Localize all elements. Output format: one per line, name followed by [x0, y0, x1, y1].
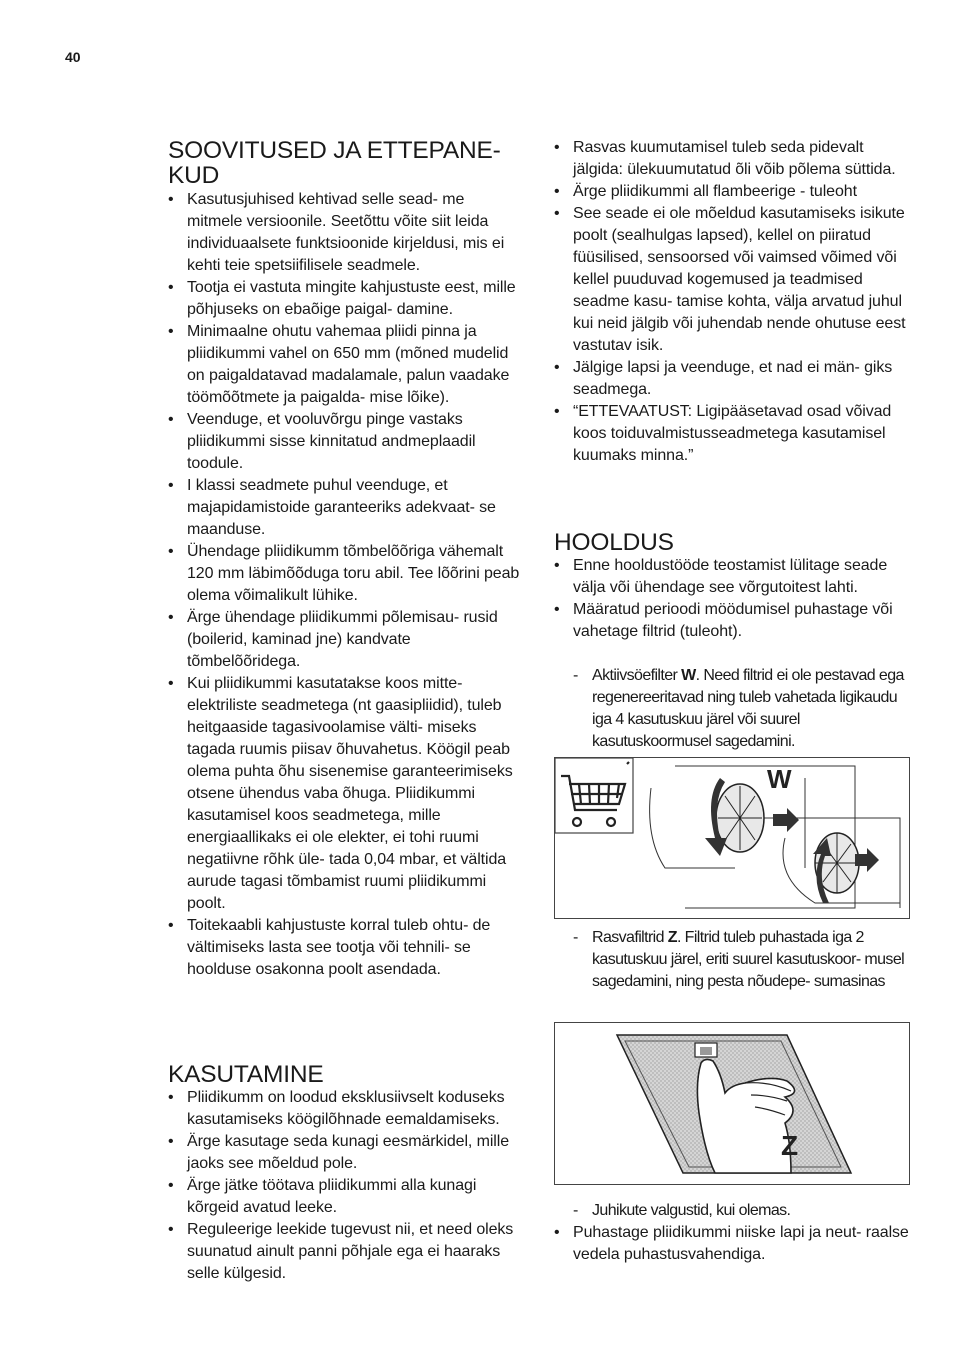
list-item: • Puhastage pliidikummi niiske lapi ja neut- raalse vedela puhastusvahendiga.: [554, 1222, 914, 1266]
list-item: • “ETTEVAATUST: Ligipääsetavad osad võivad koos toiduvalmistusseadmetega kasutamisel kuumaks minna.”: [554, 401, 914, 467]
list-item: • Jälgige lapsi ja veenduge, et nad ei män- giks seadmega.: [554, 357, 914, 401]
page-number: 40: [65, 49, 81, 65]
list-item: • Tootja ei vastuta mingite kahjustuste eest, mille põhjuseks on ebaõige paigal- damine.: [168, 277, 523, 321]
list-item: • Ärge jätke töötava pliidikummi alla kunagi kõrgeid avatud leeke.: [168, 1175, 523, 1219]
list-item: • Enne hooldustööde teostamist lülitage seade välja või ühendage see võrgutoitest lahti.: [554, 555, 914, 599]
list-item: • Toitekaabli kahjustuste korral tuleb ohtu- de vältimiseks lasta see tootja või tehnili- se hoolduse osakonna poolt asendada.: [168, 915, 523, 981]
list-item: • See seade ei ole mõeldud kasutamiseks isikute poolt (sealhulgas lapsed), kellel on piiratud füüsilised, sensoorsed või vaimsed võimed või kellel puuduvad kogemused ja teadmised seadme kasu- tamise kohta, välja arvatud juhul kui neid jälgib või juhendab nende ohutuse eest vastutav isik.: [554, 203, 914, 357]
list-item: • Ärge pliidikummi all flambeerige - tuleoht: [554, 181, 914, 203]
sub-item-text: . Filtrid tuleb puhastada iga 2 kasutuskuu järel, eriti suurel kasutuskoor- musel sagedamini, ning pesta nõudepe- sumasinas: [592, 929, 905, 990]
list-item: • Reguleerige leekide tugevust nii, et need oleks suunatud ainult panni põhjale ega ei haaraks selle külgesid.: [168, 1219, 523, 1285]
list-item: • Kui pliidikummi kasutatakse koos mitte- elektriliste seadmetega (nt gaasipliidid), tuleb heitgaaside tagasivoolamise välti- miseks tagada ruumis piisav õhuvahetus. Köögil peab olema puhta õhu sisenemise garanteerimiseks otsene ühendus vaba õhuga. Pliidikummi kasutamisel koos seadmetega, mille energiaallikaks ei ole elekter, ei tohi ruumi negatiivne rõhk üle- tada 0,04 mbar, et vältida aurude tagasi tõmbamist ruumi pliidikummi poolt.: [168, 673, 523, 915]
maintenance-list: [554, 555, 914, 643]
maintenance-list-end: [554, 1222, 914, 1266]
list-item: • Veenduge, et vooluvõrgu pinge vastaks pliidikummi sisse kinnitatud andmeplaadil toodule.: [168, 409, 523, 475]
recommendations-list: [168, 189, 523, 981]
list-item: • Määratud perioodi möödumisel puhastage või vahetage filtrid (tuleoht).: [554, 599, 914, 643]
list-item: • Kasutusjuhised kehtivad selle sead- me mitmele versioonile. Seetõttu võite siit leida individuaalsete funktsioonide kirjeldusi, mis ei kehti teie spetsiifilisele seadmele.: [168, 189, 523, 277]
charcoal-filter-illustration: [555, 758, 909, 918]
maintenance-title: HOOLDUS: [554, 529, 674, 556]
sub-item-text: Aktiivsöefilter: [592, 667, 682, 684]
usage-continued-list: [554, 137, 914, 467]
sub-item-charcoal-filter: [554, 665, 906, 753]
maintenance-sublist-1: [554, 665, 906, 753]
maintenance-sublist-3: [554, 1200, 906, 1222]
usage-list: [168, 1087, 523, 1285]
list-item: • I klassi seadmete puhul veenduge, et majapidamistoide garanteeriks adekvaat- se maanduse.: [168, 475, 523, 541]
grease-filter-illustration: [555, 1023, 909, 1184]
charcoal-filter-figure: [554, 757, 910, 919]
list-item: • Minimaalne ohutu vahemaa pliidi pinna ja pliidikummi vahel on 650 mm (mõned mudelid on paigaldatavad madalamale, palun vaadake töömõõtmete ja paigalda- mise lõike).: [168, 321, 523, 409]
grease-filter-figure: [554, 1022, 910, 1185]
sub-item-bold: Z: [667, 929, 677, 946]
figure-label-w: W: [767, 764, 792, 794]
usage-title: KASUTAMINE: [168, 1061, 324, 1088]
list-item: • Pliidikumm on loodud eksklusiivselt koduseks kasutamiseks köögilõhnade eemaldamiseks.: [168, 1087, 523, 1131]
sub-item-bold: W: [681, 667, 696, 684]
recommendations-title-line2: KUD: [168, 162, 220, 189]
figure-label-z: Z: [781, 1130, 799, 1161]
list-item: • Rasvas kuumutamisel tuleb seda pidevalt jälgida: ülekuumutatud õli võib põlema süttida.: [554, 137, 914, 181]
sub-item-lights: - Juhikute valgustid, kui olemas.: [554, 1200, 906, 1222]
recommendations-title: [168, 138, 528, 188]
list-item: • Ühendage pliidikumm tõmbelõõriga vähemalt 120 mm läbimõõduga toru abil. Tee lõõrini peab olema võimalikult lühike.: [168, 541, 523, 607]
list-item: • Ärge ühendage pliidikummi põlemisau- rusid (boilerid, kaminad jne) kandvate tõmbelõõridega.: [168, 607, 523, 673]
recommendations-title-line1: SOOVITUSED JA ETTEPANE-: [168, 137, 501, 164]
sub-item-grease-filter: [554, 927, 906, 993]
list-item: • Ärge kasutage seda kunagi eesmärkidel, mille jaoks see mõeldud pole.: [168, 1131, 523, 1175]
sub-item-text: . Need filtrid ei ole pestavad ega regenereeritavad ning tuleb vahetada ligikaudu iga 4 kasutuskuu järel või suurel kasutuskoormusel sagedamini.: [592, 667, 904, 750]
sub-item-text: Rasvafiltrid: [592, 929, 668, 946]
maintenance-sublist-2: [554, 927, 906, 993]
